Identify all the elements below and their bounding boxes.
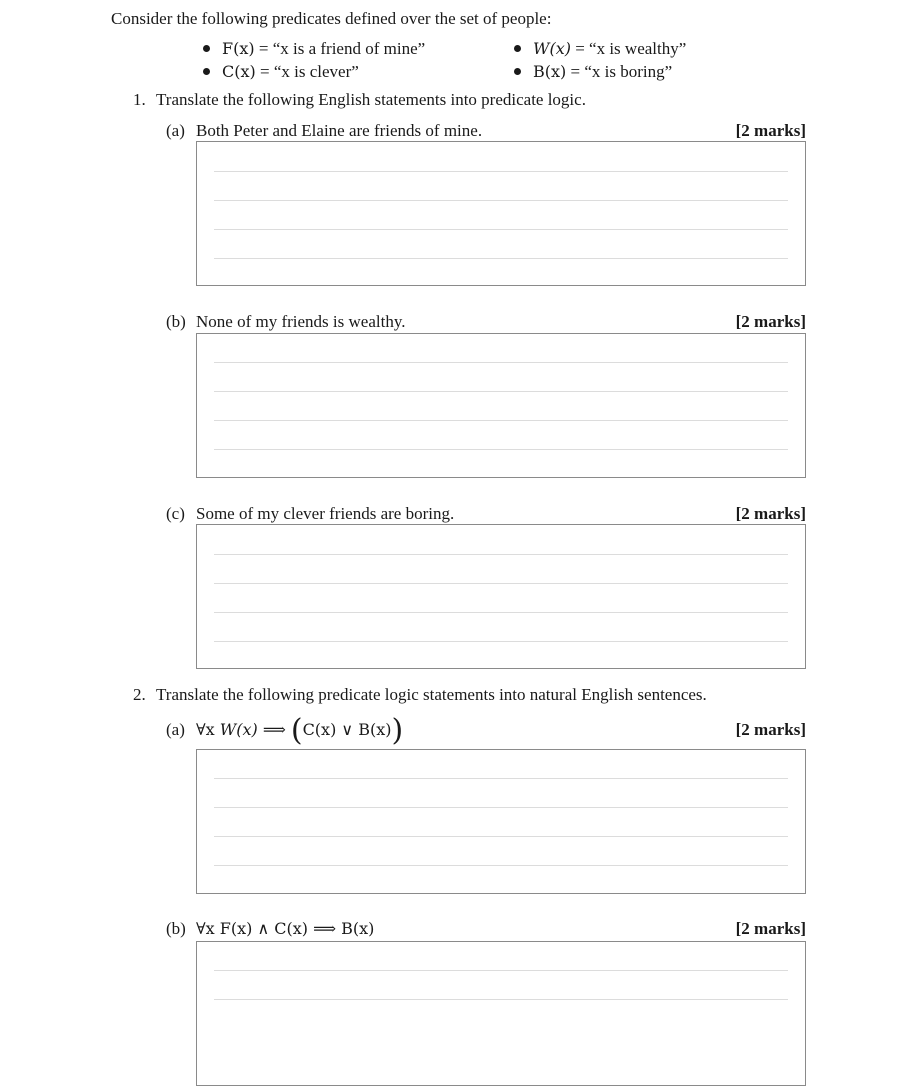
subquestion-label: (b) (166, 919, 186, 938)
subquestion-1c (166, 504, 454, 524)
predicate-symbol: B(x) (533, 62, 567, 81)
marks-label: [2 marks] (735, 919, 806, 938)
predicate-symbol: W(x) (533, 39, 571, 58)
formula-term: C(x) (302, 720, 337, 739)
subquestion-1a (166, 121, 482, 141)
subquestion-text: Both Peter and Elaine are friends of mine. (196, 121, 483, 140)
predicate-definition: = “x is clever” (255, 62, 359, 81)
ruled-line (214, 778, 788, 779)
marks-label: [2 marks] (735, 720, 806, 739)
predicate-item (203, 39, 425, 59)
predicate-symbol: C(x) (222, 62, 256, 81)
or-symbol: ∨ (336, 720, 359, 739)
predicate-definition: = “x is boring” (566, 62, 673, 81)
predicate-definition: = “x is a friend of mine” (254, 39, 426, 58)
ruled-line (214, 999, 788, 1000)
subquestion-label: (a) (166, 121, 185, 140)
answer-box-2a[interactable] (196, 749, 806, 894)
answer-box-1c[interactable] (196, 524, 806, 669)
subquestion-2b (166, 919, 374, 939)
answer-box-1b[interactable] (196, 333, 806, 478)
ruled-line (214, 807, 788, 808)
ruled-line (214, 554, 788, 555)
predicate-definition: = “x is wealthy” (570, 39, 687, 58)
ruled-line (214, 641, 788, 642)
bullet-icon (514, 45, 521, 52)
subquestion-label: (a) (166, 720, 185, 739)
subquestion-label: (c) (166, 504, 185, 523)
answer-box-2b[interactable] (196, 941, 806, 1086)
subquestion-1b (166, 312, 405, 332)
ruled-line (214, 258, 788, 259)
question-text: Translate the following predicate logic statements into natural English sentences. (156, 685, 707, 704)
bullet-icon (203, 68, 210, 75)
bullet-icon (203, 45, 210, 52)
ruled-line (214, 200, 788, 201)
subquestion-2a (166, 713, 404, 748)
question-2 (133, 685, 707, 705)
ruled-line (214, 171, 788, 172)
formula: ∀x F(x) ∧ C(x) ⟹ B(x) (196, 919, 375, 938)
question-text: Translate the following English statements into predicate logic. (156, 90, 586, 109)
ruled-line (214, 391, 788, 392)
predicate-item (203, 62, 359, 82)
predicate-symbol: F(x) (222, 39, 255, 58)
intro-text: Consider the following predicates defined over the set of people: (111, 9, 552, 28)
predicate-item (514, 62, 672, 82)
marks-label: [2 marks] (735, 504, 806, 523)
left-paren: ( (290, 713, 303, 748)
ruled-line (214, 583, 788, 584)
marks-label: [2 marks] (735, 121, 806, 140)
right-paren: ) (391, 713, 404, 748)
question-1 (133, 90, 586, 110)
ruled-line (214, 865, 788, 866)
predicate-item (514, 39, 686, 59)
formula-term: W(x) (219, 720, 258, 739)
ruled-line (214, 362, 788, 363)
forall-symbol: ∀x (196, 720, 215, 739)
subquestion-text: None of my friends is wealthy. (196, 312, 406, 331)
formula (196, 713, 404, 748)
bullet-icon (514, 68, 521, 75)
ruled-line (214, 612, 788, 613)
ruled-line (214, 836, 788, 837)
question-number: 2. (133, 685, 146, 704)
subquestion-label: (b) (166, 312, 186, 331)
answer-box-1a[interactable] (196, 141, 806, 286)
ruled-line (214, 420, 788, 421)
implies-symbol: ⟹ (257, 720, 291, 739)
ruled-line (214, 449, 788, 450)
question-number: 1. (133, 90, 146, 109)
ruled-line (214, 229, 788, 230)
marks-label: [2 marks] (735, 312, 806, 331)
ruled-line (214, 970, 788, 971)
subquestion-text: Some of my clever friends are boring. (196, 504, 455, 523)
formula-term: B(x) (358, 720, 392, 739)
